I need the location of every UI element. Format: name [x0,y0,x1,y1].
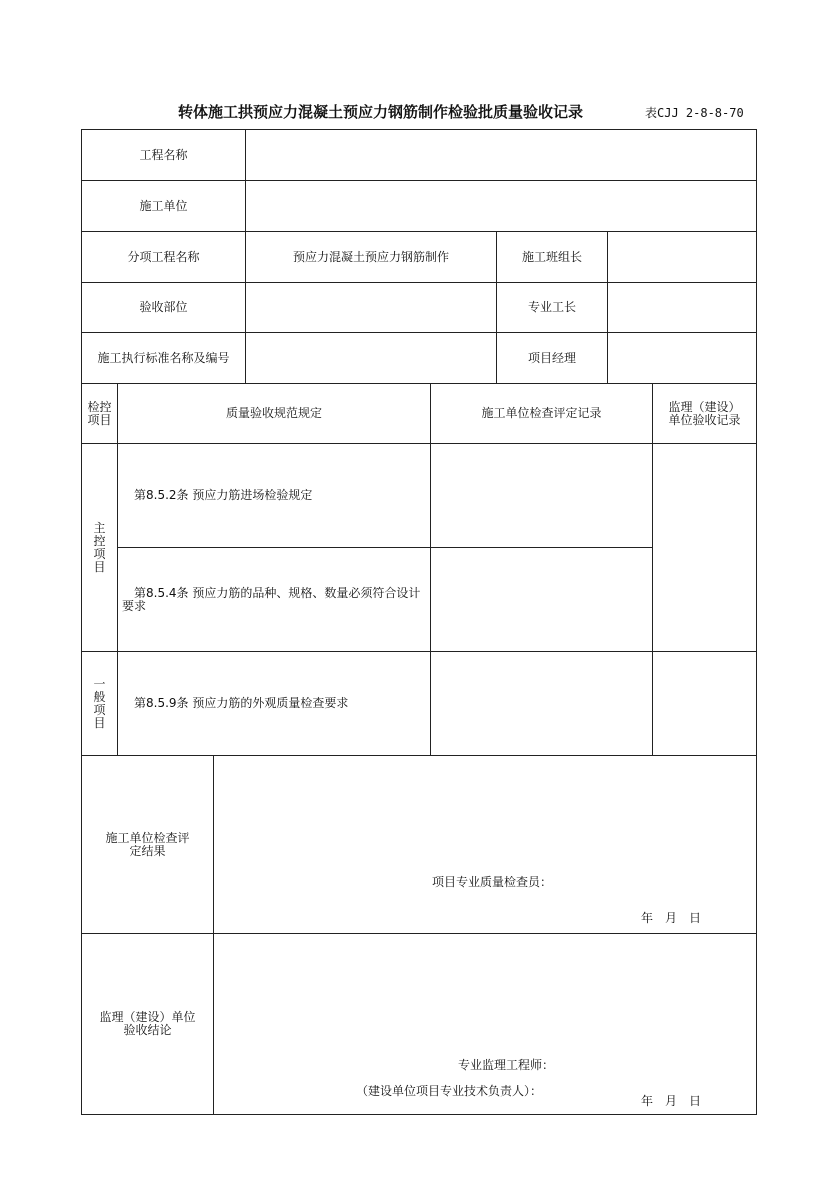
team-leader-field[interactable] [607,231,757,283]
form-title: 转体施工拱预应力混凝土预应力钢筋制作检验批质量验收记录 [178,103,584,121]
location-field[interactable] [245,282,497,333]
inspector-label: 项目专业质量检查员： [432,875,553,889]
form-code: 表CJJ 2-8-8-70 [645,106,744,120]
main-items-text: 主控项目 [93,520,106,574]
engineer-label: 专业监理工程师： [458,1058,555,1072]
header-spec: 质量验收规范规定 [117,383,431,444]
header-item-text: 检控项目 [87,399,112,427]
main-item-supervisor-record[interactable] [652,443,757,652]
standard-label: 施工执行标准名称及编号 [81,332,246,384]
date-label-2: 年 月 日 [641,1094,702,1108]
contractor-label: 施工单位 [81,180,246,232]
foreman-field[interactable] [607,282,757,333]
general-item-row: 第8.5.9条 预应力筋的外观质量检查要求 [117,651,431,756]
foreman-label: 专业工长 [496,282,608,333]
general-items-text: 一般项目 [93,676,106,730]
contractor-result-field[interactable] [213,755,757,934]
team-leader-label: 施工班组长 [496,231,608,283]
supervisor-conclusion-label: 监理（建设）单位验收结论 [81,933,214,1115]
header-contractor-record: 施工单位检查评定记录 [430,383,653,444]
general-item-record[interactable] [430,651,653,756]
general-item-supervisor-record[interactable] [652,651,757,756]
subproject-value: 预应力混凝土预应力钢筋制作 [245,231,497,283]
main-item-record[interactable] [430,547,653,652]
contractor-result-label: 施工单位检查评定结果 [81,755,214,934]
main-items-label [81,443,118,652]
header-supervisor-record: 监理（建设）单位验收记录 [652,383,757,444]
main-item-row: 第8.5.2条 预应力筋进场检验规定 [117,443,431,548]
date-label: 年 月 日 [641,911,702,925]
manager-label: 项目经理 [496,332,608,384]
contractor-field[interactable] [245,180,757,232]
general-items-label [81,651,118,756]
project-name-label: 工程名称 [81,129,246,181]
location-label: 验收部位 [81,282,246,333]
subproject-label: 分项工程名称 [81,231,246,283]
standard-field[interactable] [245,332,497,384]
owner-rep-label: （建设单位项目专业技术负责人）： [356,1084,543,1098]
manager-field[interactable] [607,332,757,384]
project-name-field[interactable] [245,129,757,181]
main-item-record[interactable] [430,443,653,548]
header-item [81,383,118,444]
main-item-row: 第8.5.4条 预应力筋的品种、规格、数量必须符合设计要求 [117,547,431,652]
